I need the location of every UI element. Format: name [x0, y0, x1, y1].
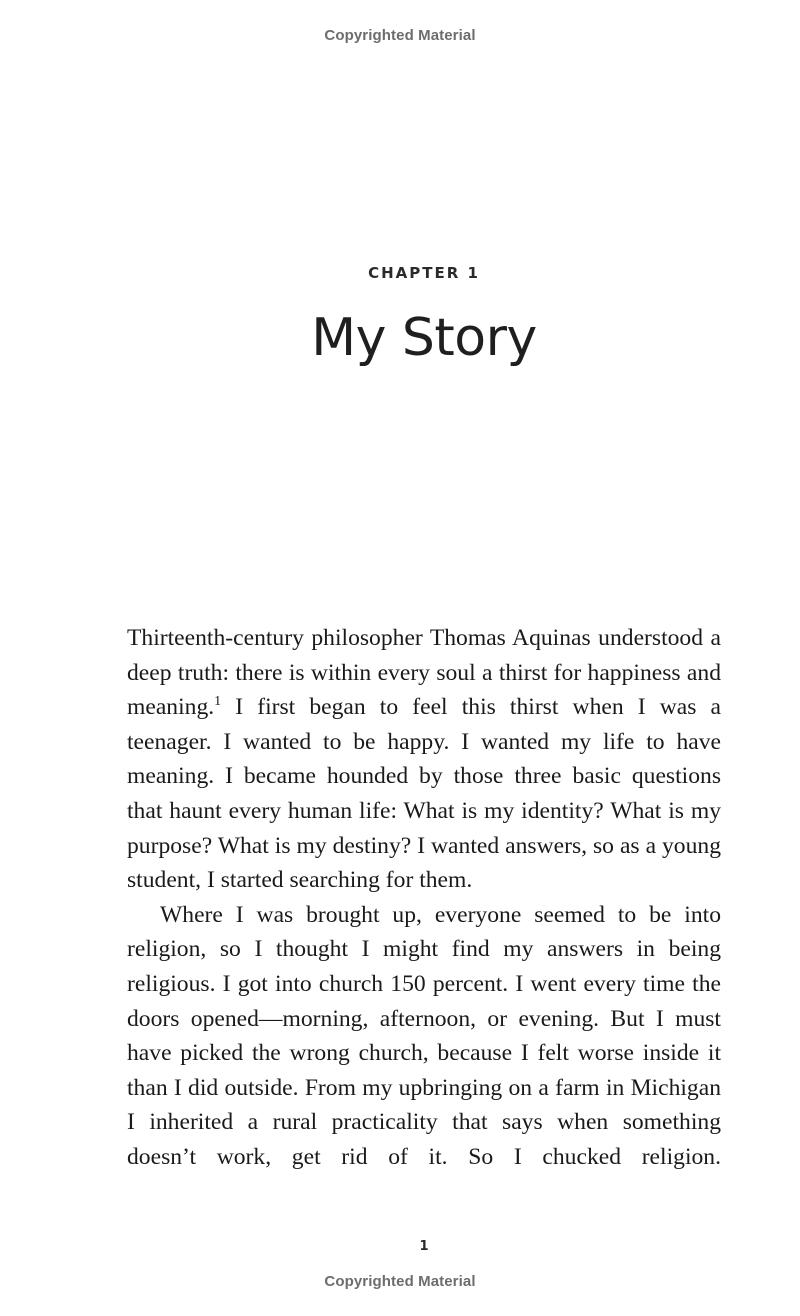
chapter-label: CHAPTER 1	[368, 264, 480, 282]
copyright-watermark-top: Copyrighted Material	[324, 27, 476, 44]
footnote-reference: 1	[214, 694, 222, 710]
copyright-watermark-bottom: Copyrighted Material	[324, 1273, 476, 1290]
chapter-title: My Story	[311, 308, 537, 368]
paragraph-2: Where I was brought up, everyone seemed to be into religion, so I thought I might find my answers in being religious. I got into church 150 percent. I went every time the doors opened—morning, afternoon, or evening. But I must have picked the wrong church, because I felt worse inside it than I did outside. From my upbringing on a farm in Michigan I inherited a rural practicality that says when something doesn’t work, get rid of it. So I chucked religion.	[127, 901, 721, 1170]
paragraph-1-text-b: I first began to feel this thirst when I was a teenager. I wanted to be happy. I wanted my life to have meaning. I became hounded by those three basic questions that haunt every human life: What is my identity? What is my purpose? What is my destiny? I wanted answers, so as a young student, I started searching for them.	[127, 694, 721, 894]
paragraph-1-text-a: Thirteenth-century philosopher Thomas Aquinas understood a deep truth: there is within every soul a thirst for happiness and meaning.	[127, 625, 721, 721]
page-number: 1	[419, 1239, 429, 1254]
paragraph-1	[127, 621, 721, 898]
body-text	[127, 621, 721, 1175]
